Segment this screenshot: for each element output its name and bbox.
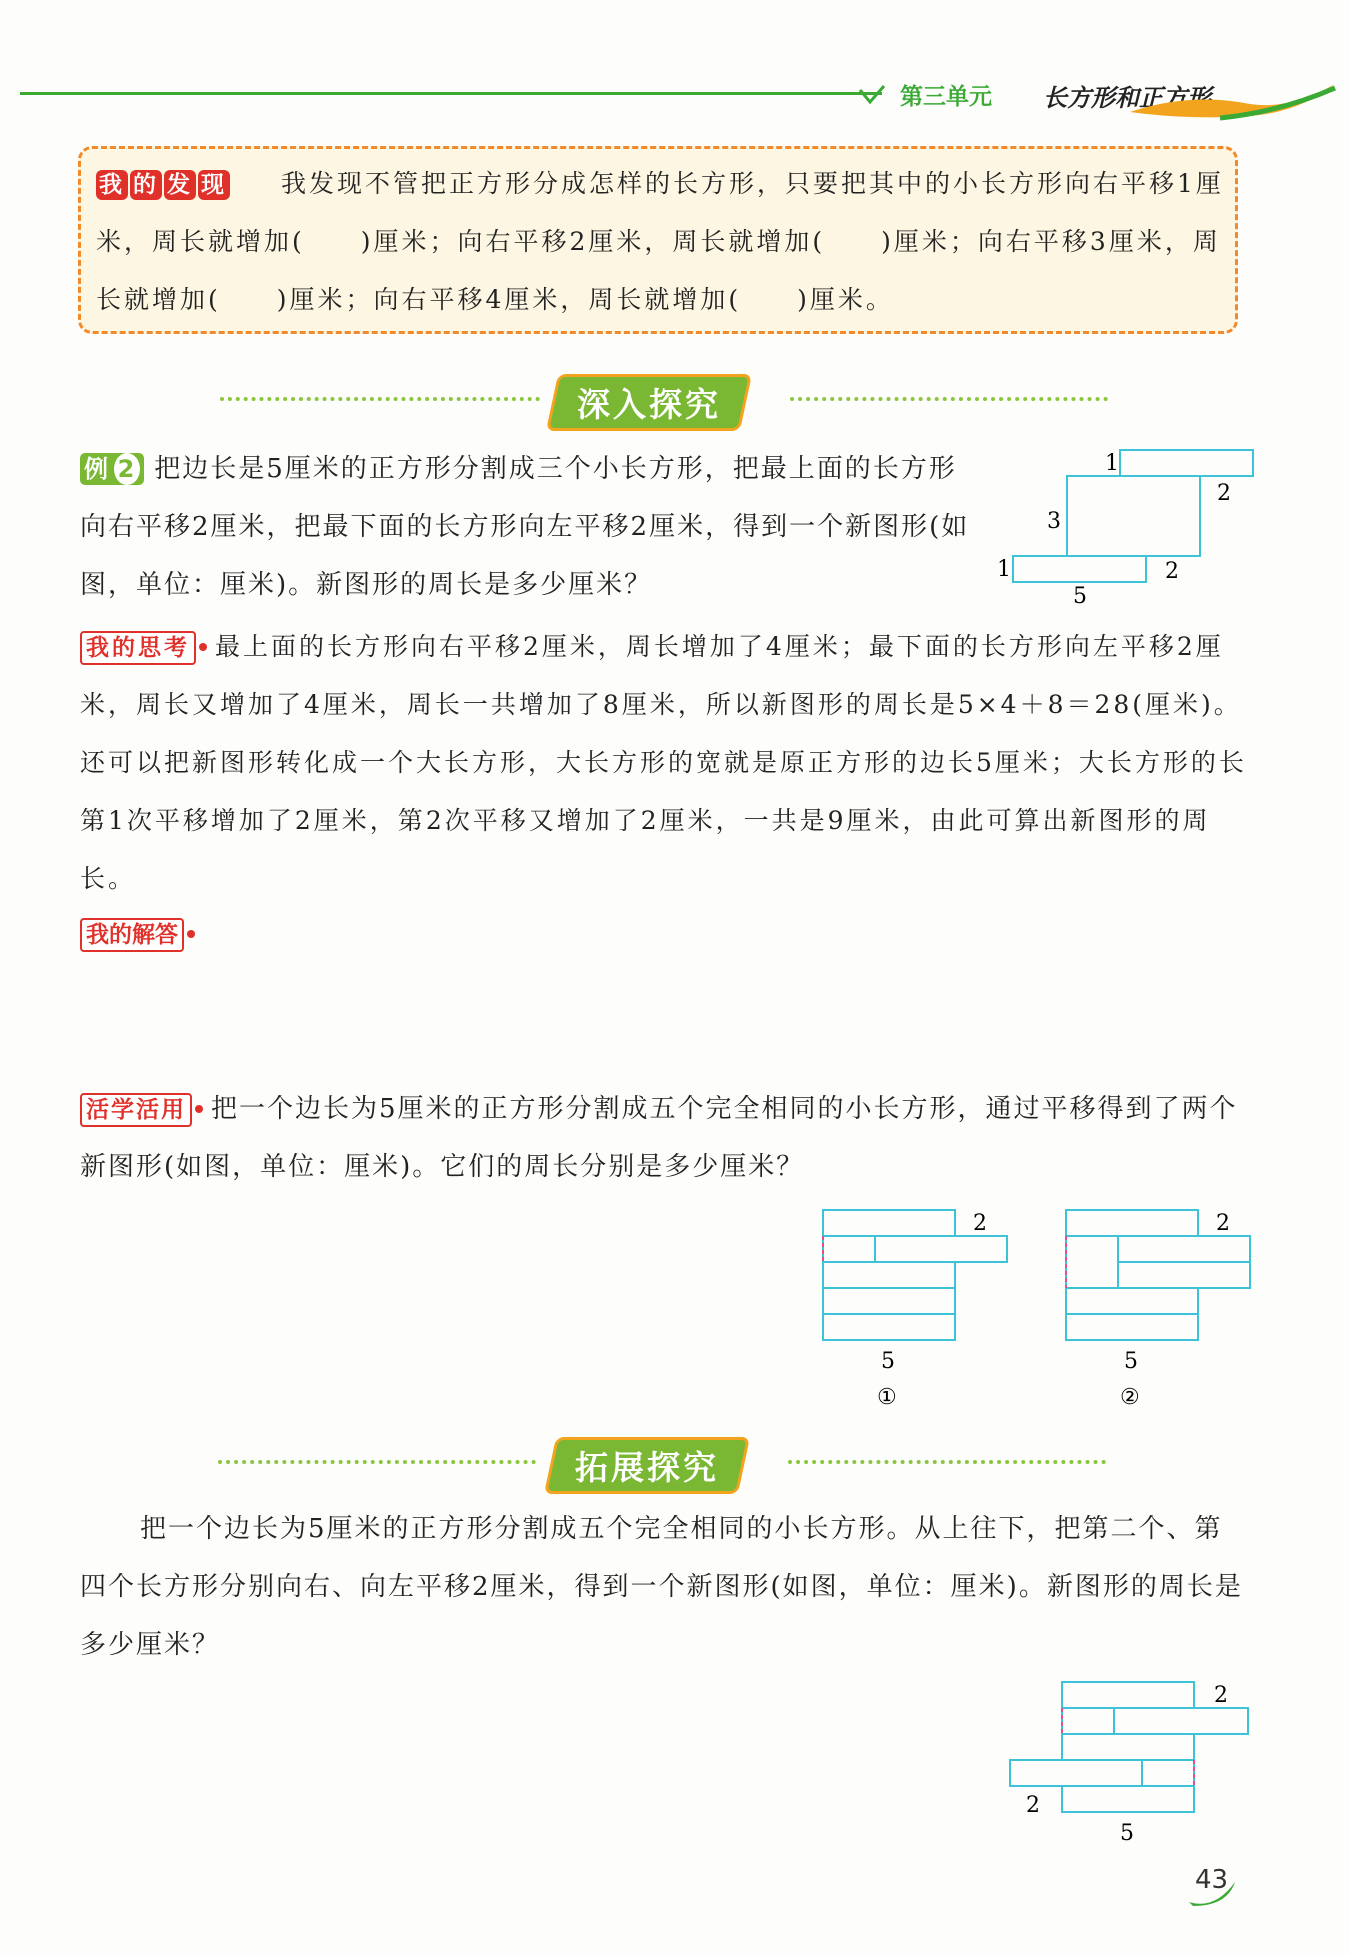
page-number: 43	[1195, 1865, 1229, 1895]
banner-dots-left	[220, 397, 540, 401]
answer-block	[80, 918, 203, 952]
tag-dot-icon	[199, 643, 207, 651]
unit-label: 第三单元	[900, 84, 992, 110]
example-figure	[995, 440, 1265, 610]
fig1-caption: ①	[877, 1385, 897, 1410]
discovery-badge: 我 的 发 现	[96, 170, 232, 200]
chapter-title: 长方形和正方形	[1043, 84, 1211, 112]
answer-tag: 我的解答	[80, 918, 184, 952]
practice-block	[80, 1080, 1250, 1196]
section-banner-extend: 拓展探究	[544, 1437, 750, 1494]
fig-label-5: 2	[1165, 559, 1179, 584]
fig-label-6: 5	[1073, 584, 1087, 609]
fig1-top-label: 2	[973, 1211, 987, 1236]
practice-text: 把一个边长为5厘米的正方形分割成五个完全相同的小长方形，通过平移得到了两个新图形(如图，单位：厘米)。它们的周长分别是多少厘米？	[80, 1094, 1238, 1182]
fig-label-2: 2	[1217, 481, 1231, 506]
extend-bottom-label: 5	[1120, 1821, 1134, 1846]
tag-dot-icon	[187, 930, 195, 938]
banner-dots-right	[790, 397, 1108, 401]
swoosh-icon	[1130, 82, 1340, 122]
extend-top-label: 2	[1214, 1683, 1228, 1708]
example-block	[80, 440, 980, 614]
fig-label-1: 1	[1105, 451, 1119, 476]
practice-figure-1	[815, 1200, 1015, 1415]
banner-dots-right	[788, 1460, 1106, 1464]
thinking-text: 最上面的长方形向右平移2厘米，周长增加了4厘米；最下面的长方形向左平移2厘米，周长又增加了4厘米，周长一共增加了8厘米，所以新图形的周长是5×4＋8＝28(厘米)。还可以把新图形转化成一个大长方形，大长方形的宽就是原正方形的边长5厘米；大长方形的长第1次平移增加了2厘米，第2次平移又增加了2厘米，一共是9厘米，由此可算出新图形的周长。	[80, 632, 1247, 893]
page-swoosh-icon	[1185, 1862, 1245, 1912]
banner-dots-left	[218, 1460, 536, 1464]
fig2-bottom-label: 5	[1124, 1349, 1138, 1374]
tag-dot-icon	[195, 1105, 203, 1113]
discovery-text: 我发现不管把正方形分成怎样的长方形，只要把其中的小长方形向右平移1厘米，周长就增加( )厘米；向右平移2厘米，周长就增加( )厘米；向右平移3厘米，周长就增加( )厘米；向右平移4厘米，周长就增加( )厘米。	[96, 169, 1224, 314]
fig2-caption: ②	[1120, 1385, 1140, 1410]
practice-figure-2	[1058, 1200, 1258, 1415]
practice-tag: 活学活用	[80, 1093, 192, 1127]
extend-figure	[1000, 1672, 1260, 1852]
discovery-text-block	[96, 155, 1226, 329]
extend-left-label: 2	[1026, 1793, 1040, 1818]
fig-label-3: 3	[1047, 509, 1061, 534]
extend-text: 把一个边长为5厘米的正方形分割成五个完全相同的小长方形。从上往下，把第二个、第四个长方形分别向右、向左平移2厘米，得到一个新图形(如图，单位：厘米)。新图形的周长是多少厘米？	[80, 1514, 1243, 1660]
section-banner-explore: 深入探究	[546, 374, 752, 431]
header-rule	[20, 92, 882, 95]
example-badge: 例 2	[80, 453, 144, 485]
fig-label-4: 1	[997, 557, 1011, 582]
leaf-icon	[858, 84, 886, 106]
example-text: 把边长是5厘米的正方形分割成三个小长方形，把最上面的长方形向右平移2厘米，把最下面的长方形向左平移2厘米，得到一个新图形(如图，单位：厘米)。新图形的周长是多少厘米？	[80, 454, 970, 600]
fig2-top-label: 2	[1216, 1211, 1230, 1236]
thinking-block	[80, 618, 1250, 908]
thinking-tag: 我的思考	[80, 631, 196, 665]
fig1-bottom-label: 5	[881, 1349, 895, 1374]
